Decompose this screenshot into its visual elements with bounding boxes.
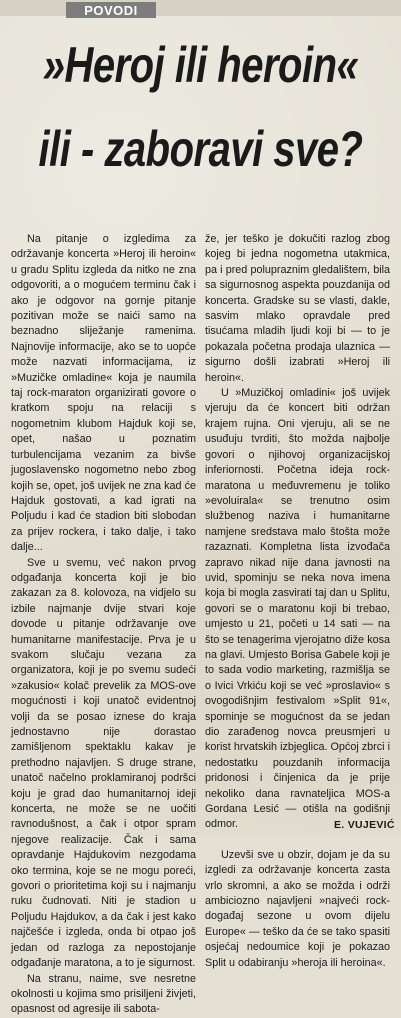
paragraph: Sve u svemu, već nakon prvog odgađanja koncerta koji je bio zakazan za 8. kolovoza, na vidjelo su izbile najmanje dvije stvari koje dovode u pitanje održavanje ove humanitarne manifestacije. Prva je u svakom slučaju vezana za organizatora, koji je po svemu sudeći »zakusio« kolač prevelik za MOS-ove mogućnosti i koji unatoč evidentnoj volji da se posao iznese do kraja jednostavno nije dorastao zamišljenom spektaklu kakav je prethodno najavljen. S druge strane, unatoč načelno proklamiranoj podršci koju je grad dao humanitarnoj ideji koncerta, ne može se ne uočiti ravnodušnost, a čak i otpor spram njegove realizacije. Čak i sama opravdanje Hajdukovim nezgodama oko termina, koje se ne mogu poreći, govori o prioritetima koji su i najmanju ruku čudnovati. Niti je stadion u Poljudu Hajdukov, a da čak i jest kako najčešće i izgleda, onda bi otpao još jedan od razloga za nepostojanje odgađanje maratona, a to je sigurnost. [11,556,196,970]
top-band [0,0,401,16]
article-column-left [11,232,196,1018]
headline-line-1: »Heroj ili heroin« [42,38,359,94]
paragraph: U »Muzičkoj omladini« još uvijek vjeruju da će koncert biti održan krajem rujna. Oni vjeruju, ali se ne usuđuju tvrditi, što možda najbolje govori o njihovoj organizacijskoj inferiornosti. Početna ideja rock-maratona u međuvremenu je toliko »evoluirala« se trenutno osim službenog naziva i humanitarne namjene sredstava malo štošta može razaznati. Kompletna lista izvođača zapravo nikad nije dana javnosti na uvid, spominju se neka nova imena koja bi mogla zasvirati taj dan u Splitu, govori se o maratonu koji bi trebao, umjesto u 21, početi u 14 sati — na što se tenagerima vjerojatno diže kosa na glavi. Umjesto Borisa Gabele koji je to sada vodio marketing, razmišlja se o Ivici Vrkiću koji se već »proslavio« s ovogodišnjim festivalom »Split 91«, spominje se mogućnost da se jedan dio zarađenog novca preusmjeri u korist hrvatskih izbjeglica. Općoj zbrci i nedostatku pouzdanih informacija pridonosi i činjenica da je prije nekoliko dana ravnateljica MOS-a Gordana Lesić — otišla na godišnji odmor. [205,387,390,831]
section-kicker: POVODI [66,2,156,18]
paragraph: že, jer teško je dokučiti razlog zbog kojeg bi jedna nogometna utakmica, pa i pred polupraznim gledalištem, bila sa sigurnosnog aspekta pouzdanija od koncerta. Gradske su se vlasti, dakle, sasvim mlako opravdale pred tisućama mladih ljudi koji bi — to je pokazala početna prodaja ulaznica — sigurno došli izabrati »Heroj ili heroin«. [205,233,390,384]
paragraph: Na pitanje o izgledima za održavanje koncerta »Heroj ili heroin« u gradu Splitu izgleda da nitko ne zna odgovoriti, a o mogućem terminu čak i ako je odgovor na gornje pitanje pozitivan može se naići samo na beznadno sliježanje ramenima. Najnovije informacije, ako se to uopće može nazvati informacijama, iz »Muzičke omladine« koja je naumila taj rock-maraton organizirati govore o kratkom spoju na relaciji s nogometnim klubom Hajduk koji se, opet, našao u poznatim turbulencijama vezanim za bivše jugoslavensko nogometno nebo zbog kojih se, opet, još uvijek ne zna kad će Hajduk gostovati, a kad igrati na Poljudu i kad će stadion biti slobodan za prijev rockera, i tako dalje, i tako dalje... [11,233,196,554]
article-column-right [205,232,390,971]
headline-line-2: ili - zaboravi sve? [38,122,363,178]
paragraph: Uzevši sve u obzir, dojam je da su izgledi za održavanje koncerta zasta vrlo skromni, a ako se možda i održi ambiciozno najavljeni »najveći rock-događaj sezone u ovom dijelu Europe« — teško da će se tako spasiti osjećaj nedoumice koji je pokazao Split u odabiranju »heroja ili heroina«. [205,848,390,969]
paragraph: Na stranu, naime, sve nesretne okolnosti u kojima smo prisiljeni živjeti, opasnost od agresije ili sabota- [11,972,196,1016]
author-byline: E. VUJEVIĆ [334,819,395,831]
